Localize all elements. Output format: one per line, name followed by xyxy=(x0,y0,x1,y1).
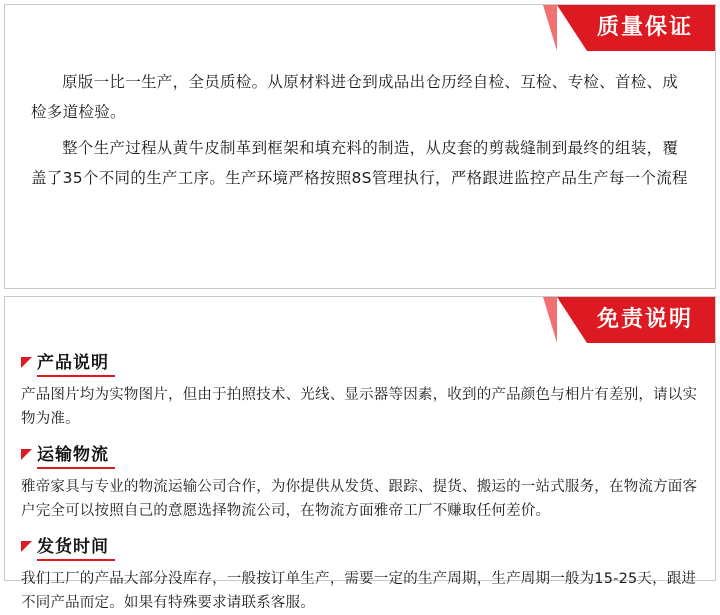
section-header xyxy=(19,353,701,377)
section-title: 产品说明 xyxy=(37,353,115,377)
section-delivery-time xyxy=(19,537,701,615)
quality-paragraph-1: 原版一比一生产，全员质检。从原材料进仓到成品出仓历经自检、互检、专检、首检、成检多道检验。 xyxy=(31,73,679,121)
disclaimer-panel xyxy=(4,296,716,611)
flag-icon xyxy=(21,449,32,460)
section-product-description xyxy=(19,353,701,431)
section-header xyxy=(19,445,701,469)
disclaimer-banner-label: 免责说明 xyxy=(587,297,715,343)
banner-accent-slash-icon xyxy=(543,297,557,343)
section-body-text: 我们工厂的产品大部分没库存，一般按订单生产，需要一定的生产周期，生产周期一般为15-25天，跟进不同产品而定。如果有特殊要求请联系客服。 xyxy=(21,571,697,611)
section-shipping-logistics xyxy=(19,445,701,523)
quality-banner-label: 质量保证 xyxy=(587,5,715,51)
section-body-text: 产品图片均为实物图片，但由于拍照技术、光线、显示器等因素，收到的产品颜色与相片有差别，请以实物为准。 xyxy=(21,387,698,427)
banner-slash-icon xyxy=(557,5,587,51)
quality-guarantee-panel xyxy=(4,4,716,289)
quality-paragraph-2: 整个生产过程从黄牛皮制革到框架和填充料的制造，从皮套的剪裁缝制到最终的组装，覆盖了35个不同的生产工序。生产环境严格按照8S管理执行，严格跟进监控产品生产每一个流程 xyxy=(31,139,688,187)
disclaimer-banner xyxy=(543,297,715,343)
flag-icon xyxy=(21,541,32,552)
section-header xyxy=(19,537,701,561)
section-title: 运输物流 xyxy=(37,445,115,469)
quality-banner xyxy=(543,5,715,51)
flag-icon xyxy=(21,357,32,368)
banner-accent-slash-icon xyxy=(543,5,557,51)
section-title: 发货时间 xyxy=(37,537,115,561)
section-body-text: 雅帝家具与专业的物流运输公司合作，为你提供从发货、跟踪、提货、搬运的一站式服务，在物流方面客户完全可以按照自己的意愿选择物流公司，在物流方面雅帝工厂不赚取任何差价。 xyxy=(21,479,698,519)
banner-slash-icon xyxy=(557,297,587,343)
disclaimer-sections xyxy=(5,297,715,615)
